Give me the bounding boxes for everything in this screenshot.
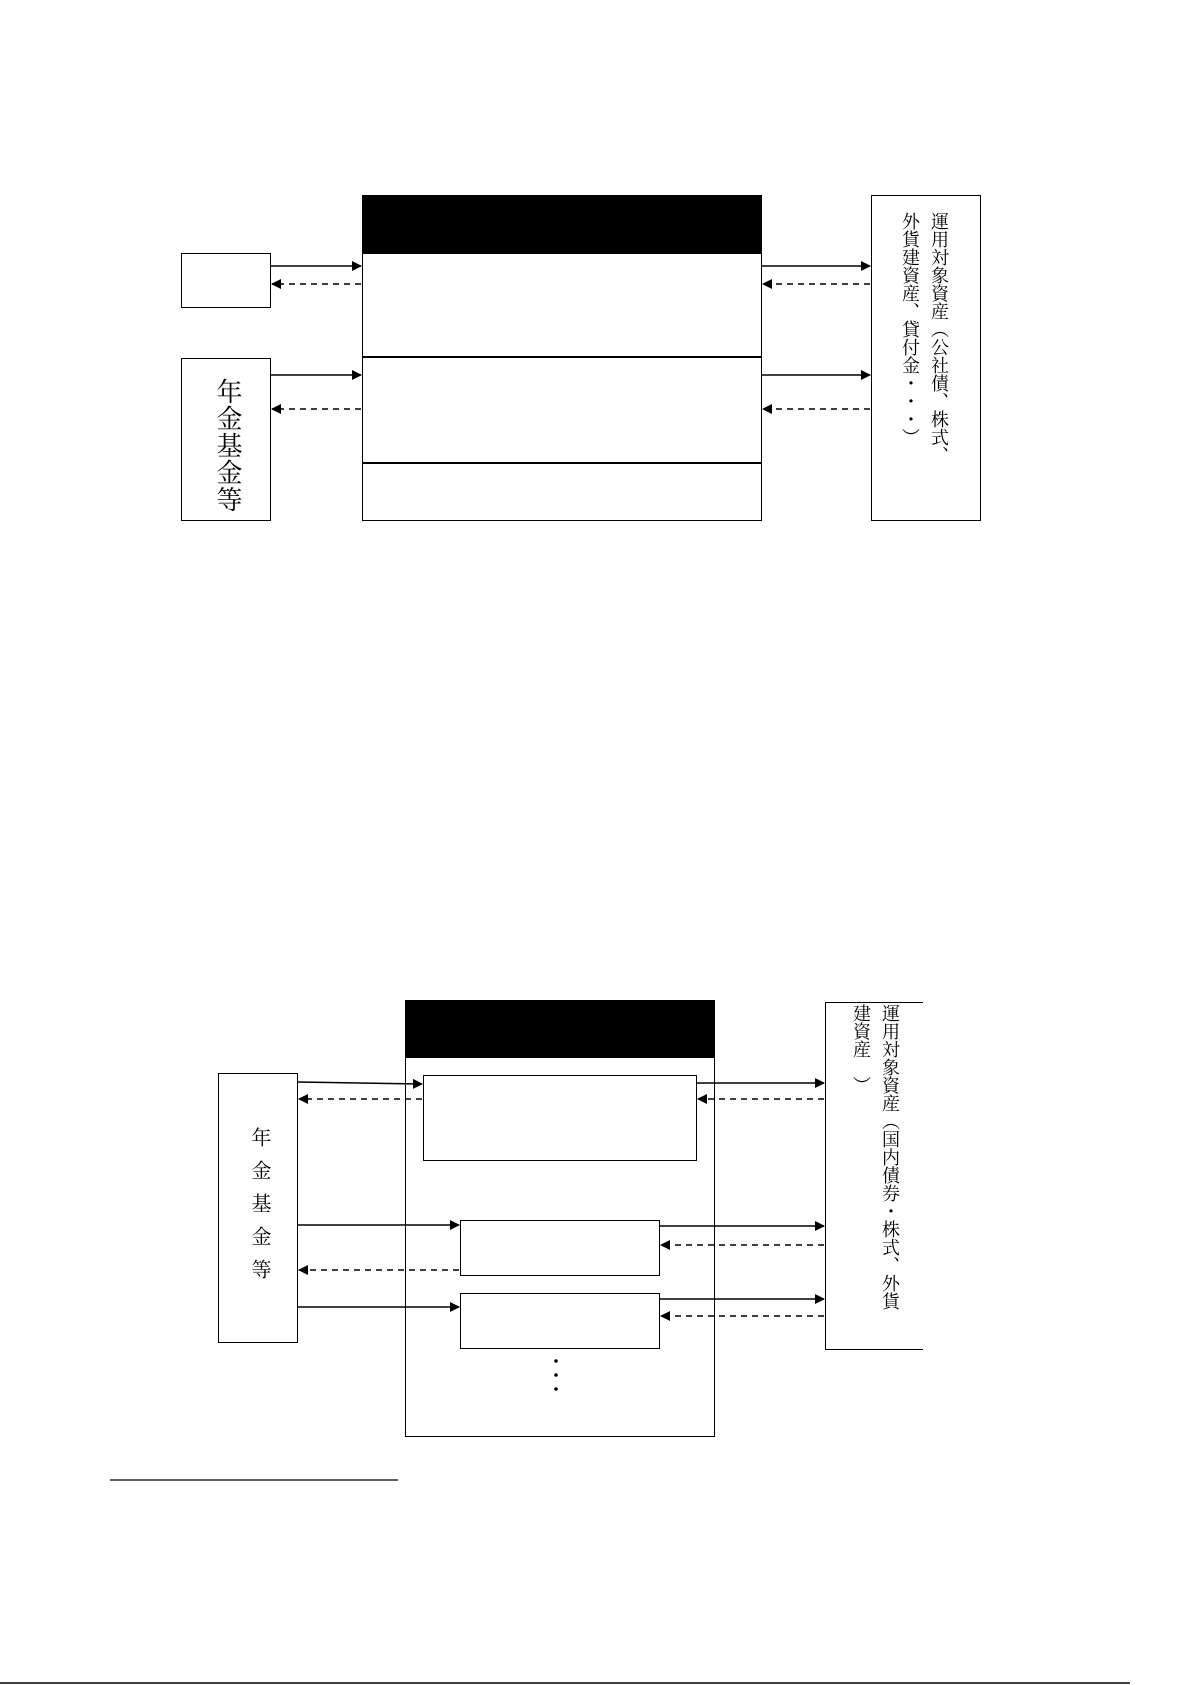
d2-left-label: 年金基金等 <box>248 1127 272 1292</box>
d2-right-asset-label: 運用対象資産（国内債券・株式、外貨 建資産 ） <box>850 1004 900 1310</box>
d1-right-asset-label: 運用対象資産（公社債、株式、 外貨建資産、貸付金・・・） <box>899 212 949 464</box>
d2-arrow-left-box1-out <box>298 1082 422 1084</box>
d1-left-lower-label: 年金基金等 <box>212 378 242 513</box>
d2-ellipsis: ・ ・ ・ <box>548 1352 565 1399</box>
